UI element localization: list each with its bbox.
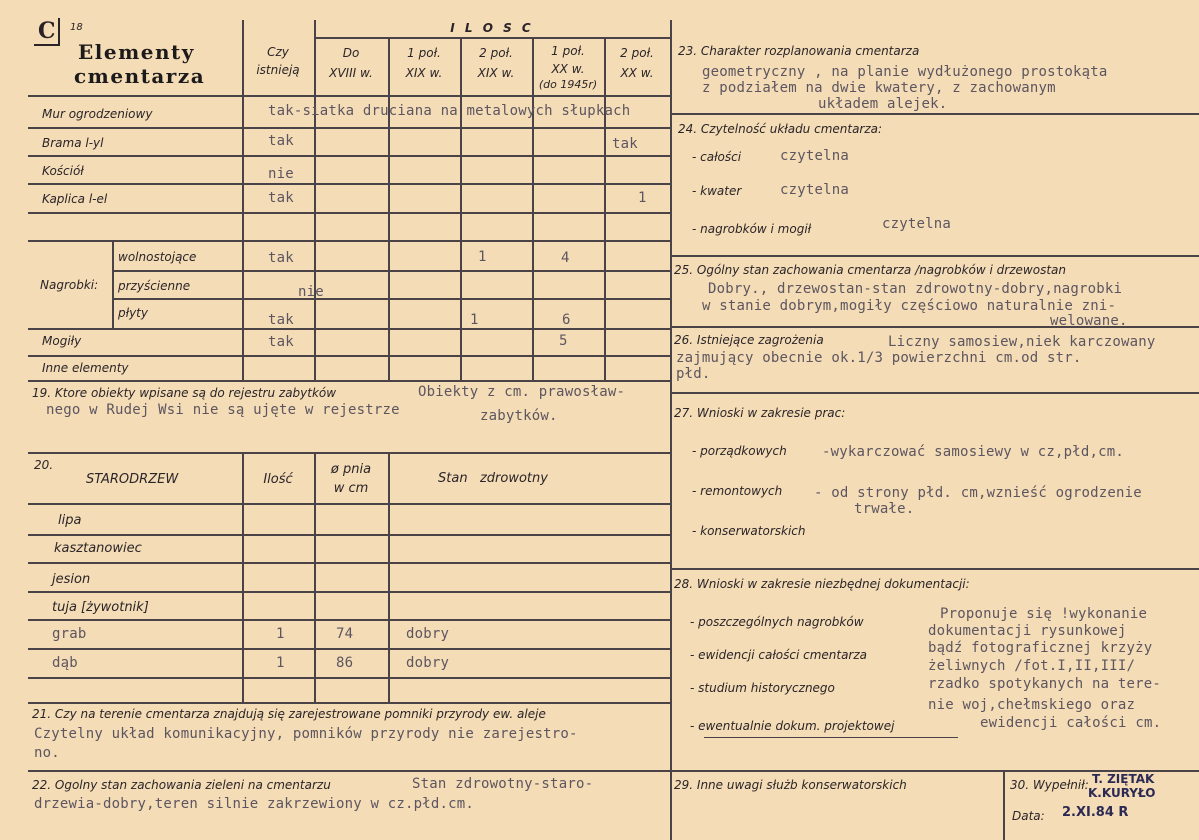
s30-name1: T. ZIĘTAK xyxy=(1092,772,1155,786)
s28-item-1: - poszczególnych nagrobków xyxy=(690,615,864,629)
kaplica-count: 1 xyxy=(638,190,647,206)
s27-rem-value1: - od strony płd. cm,wznieść ogrodzenie xyxy=(814,485,1142,501)
header-period-1b: XVIII w. xyxy=(329,66,373,80)
s20-col-pnia-2: w cm xyxy=(333,481,369,496)
tree-name-grab: grab xyxy=(52,626,87,642)
card-letter: C xyxy=(38,18,56,44)
s26-text1: Liczny samosiew,niek karczowany xyxy=(888,334,1156,350)
s25-text3: welowane. xyxy=(1050,313,1128,329)
s22-text1: Stan zdrowotny-staro- xyxy=(412,776,594,792)
s30-date-label: Data: xyxy=(1012,809,1045,823)
card-number: 18 xyxy=(70,22,83,33)
page-title-line2: cmentarza xyxy=(74,64,206,88)
s27-rem-value2: trwałe. xyxy=(854,501,915,517)
s26-text2: zajmujący obecnie ok.1/3 powierzchni cm.od str. xyxy=(676,350,1082,366)
s23-label: 23. Charakter rozplanowania cmentarza xyxy=(678,44,920,58)
s24-calosci-label: - całości xyxy=(692,150,742,164)
tree-diam-dab: 86 xyxy=(336,655,354,671)
s24-kwater-value: czytelna xyxy=(780,182,850,198)
s28-item-4: - ewentualnie dokum. projektowej xyxy=(690,719,895,733)
s25-text2: w stanie dobrym,mogiły częściowo naturalnie zni- xyxy=(702,298,1117,314)
przysc-label: przyścienne xyxy=(118,279,191,293)
s19-text1: Obiekty z cm. prawosław- xyxy=(418,384,626,400)
tree-count-grab: 1 xyxy=(276,626,285,642)
s28-text-2: dokumentacji rysunkowej xyxy=(928,623,1127,639)
s30-date-value: 2.XI.84 R xyxy=(1062,805,1129,820)
s22-text2: drzewia-dobry,teren silnie zakrzewiony w cz.płd.cm. xyxy=(34,796,475,812)
mogily-label: Mogiły xyxy=(42,334,82,348)
s28-item-2: - ewidencji całości cmentarza xyxy=(690,648,868,662)
s22-label: 22. Ogolny stan zachowania zieleni na cmentarzu xyxy=(32,778,331,792)
wolno-label: wolnostojące xyxy=(118,250,197,264)
brama-value-2pol: tak xyxy=(612,136,638,152)
plyty-label: płyty xyxy=(118,306,148,320)
header-period-5a: 2 poł. xyxy=(620,46,654,60)
s24-nagrobkow-value: czytelna xyxy=(882,216,952,232)
s28-item-3: - studium historycznego xyxy=(690,681,835,695)
kosciol-value: nie xyxy=(268,166,294,182)
mur-label: Mur ogrodzeniowy xyxy=(42,107,153,121)
mogily-value: tak xyxy=(268,334,294,350)
s19-label: 19. Ktore obiekty wpisane są do rejestru zabytków xyxy=(32,386,337,400)
kaplica-value: tak xyxy=(268,190,294,206)
mur-value: tak-siatka druciana na metalowych słupkach xyxy=(268,103,631,119)
header-period-1a: Do xyxy=(342,46,360,60)
s24-nagrobkow-label: - nagrobków i mogił xyxy=(692,222,812,236)
plyty-1pol20: 6 xyxy=(562,312,571,328)
s23-text1: geometryczny , na planie wydłużonego prostokąta xyxy=(702,64,1108,80)
s20-col-ilosc: Ilość xyxy=(263,472,293,487)
tree-name-jesion: jesion xyxy=(52,572,91,587)
tree-name-kasztanowiec: kasztanowiec xyxy=(54,541,142,556)
mogily-1pol20: 5 xyxy=(559,333,568,349)
s28-label: 28. Wnioski w zakresie niezbędnej dokumentacji: xyxy=(674,577,970,591)
s27-label: 27. Wnioski w zakresie prac: xyxy=(674,406,846,420)
s24-kwater-label: - kwater xyxy=(692,184,742,198)
header-ilosc: I L O S C xyxy=(450,21,534,35)
s20-col-stan: Stan zdrowotny xyxy=(438,471,548,486)
header-period-2b: XIX w. xyxy=(405,66,443,80)
wolno-value: tak xyxy=(268,250,294,266)
brama-value: tak xyxy=(268,133,294,149)
s30-name2: K.KURYŁO xyxy=(1088,786,1156,800)
brama-label: Brama l-yl xyxy=(42,136,104,150)
s26-text3: płd. xyxy=(676,366,711,382)
plyty-value: tak xyxy=(268,312,294,328)
plyty-2pol19: 1 xyxy=(470,312,479,328)
s20-col-pnia-1: ø pnia xyxy=(330,462,372,477)
s27-kons-label: - konserwatorskich xyxy=(692,524,806,538)
tree-name-dab: dąb xyxy=(52,655,78,671)
s25-label: 25. Ogólny stan zachowania cmentarza /nagrobków i drzewostan xyxy=(674,263,1066,277)
tree-name-lipa: lipa xyxy=(58,513,82,528)
s30-label: 30. Wypełnił: xyxy=(1010,778,1089,792)
s23-text3: układem alejek. xyxy=(818,96,948,112)
s21-text2: no. xyxy=(34,745,60,761)
s28-text-5: rzadko spotykanych na tere- xyxy=(928,676,1161,692)
s23-text2: z podziałem na dwie kwatery, z zachowanym xyxy=(702,80,1056,96)
header-period-3a: 2 poł. xyxy=(479,46,513,60)
wolno-1pol20: 4 xyxy=(561,250,570,266)
s25-text1: Dobry., drzewostan-stan zdrowotny-dobry,nagrobki xyxy=(708,281,1123,297)
s29-label: 29. Inne uwagi służb konserwatorskich xyxy=(674,778,907,792)
s20-col-starodrzew: STARODRZEW xyxy=(86,472,179,487)
tree-name-tuja: tuja [żywotnik] xyxy=(52,600,149,615)
s27-porz-value: -wykarczować samosiewy w cz,płd,cm. xyxy=(822,444,1125,460)
s19-text3: zabytków. xyxy=(480,408,558,424)
tree-count-dab: 1 xyxy=(276,655,285,671)
inne-label: Inne elementy xyxy=(42,361,129,375)
header-period-4a: 1 poł. xyxy=(551,44,585,58)
s28-text-3: bądź fotograficznej krzyży xyxy=(928,640,1153,656)
s20-num: 20. xyxy=(34,458,54,472)
przysc-value: nie xyxy=(298,284,324,300)
tree-state-dab: dobry xyxy=(406,655,450,671)
s24-label: 24. Czytelność układu cmentarza: xyxy=(678,122,883,136)
s27-porz-label: - porządkowych xyxy=(692,444,787,458)
s28-text-4: żeliwnych /fot.I,II,III/ xyxy=(928,658,1136,674)
header-period-4b: XX w. xyxy=(551,62,585,76)
header-czy-1: Czy xyxy=(267,45,289,59)
header-czy-2: istnieją xyxy=(256,63,300,77)
s28-text-7: ewidencji całości cm. xyxy=(980,715,1162,731)
nagrobki-label: Nagrobki: xyxy=(40,278,99,292)
wolno-2pol19: 1 xyxy=(478,249,487,265)
s24-calosci-value: czytelna xyxy=(780,148,850,164)
kosciol-label: Kościół xyxy=(42,164,84,178)
kaplica-label: Kaplica l-el xyxy=(42,192,108,206)
page-title-line1: Elementy xyxy=(78,40,195,64)
s26-label: 26. Istniejące zagrożenia xyxy=(674,333,824,347)
header-period-5b: XX w. xyxy=(620,66,654,80)
s21-label: 21. Czy na terenie cmentarza znajdują się zarejestrowane pomniki przyrody ew. aleje xyxy=(32,707,546,721)
header-period-2a: 1 poł. xyxy=(407,46,441,60)
header-period-4c: (do 1945r) xyxy=(538,78,598,91)
s19-text2: nego w Rudej Wsi nie są ujęte w rejestrze xyxy=(46,402,400,418)
s21-text1: Czytelny układ komunikacyjny, pomników przyrody nie zarejestro- xyxy=(34,726,578,742)
tree-diam-grab: 74 xyxy=(336,626,354,642)
s28-text-6: nie woj,chełmskiego oraz xyxy=(928,697,1136,713)
tree-state-grab: dobry xyxy=(406,626,450,642)
header-period-3b: XIX w. xyxy=(477,66,515,80)
s28-text-1: Proponuje się !wykonanie xyxy=(940,606,1148,622)
card-letter-box xyxy=(34,18,60,46)
s27-rem-label: - remontowych xyxy=(692,484,783,498)
